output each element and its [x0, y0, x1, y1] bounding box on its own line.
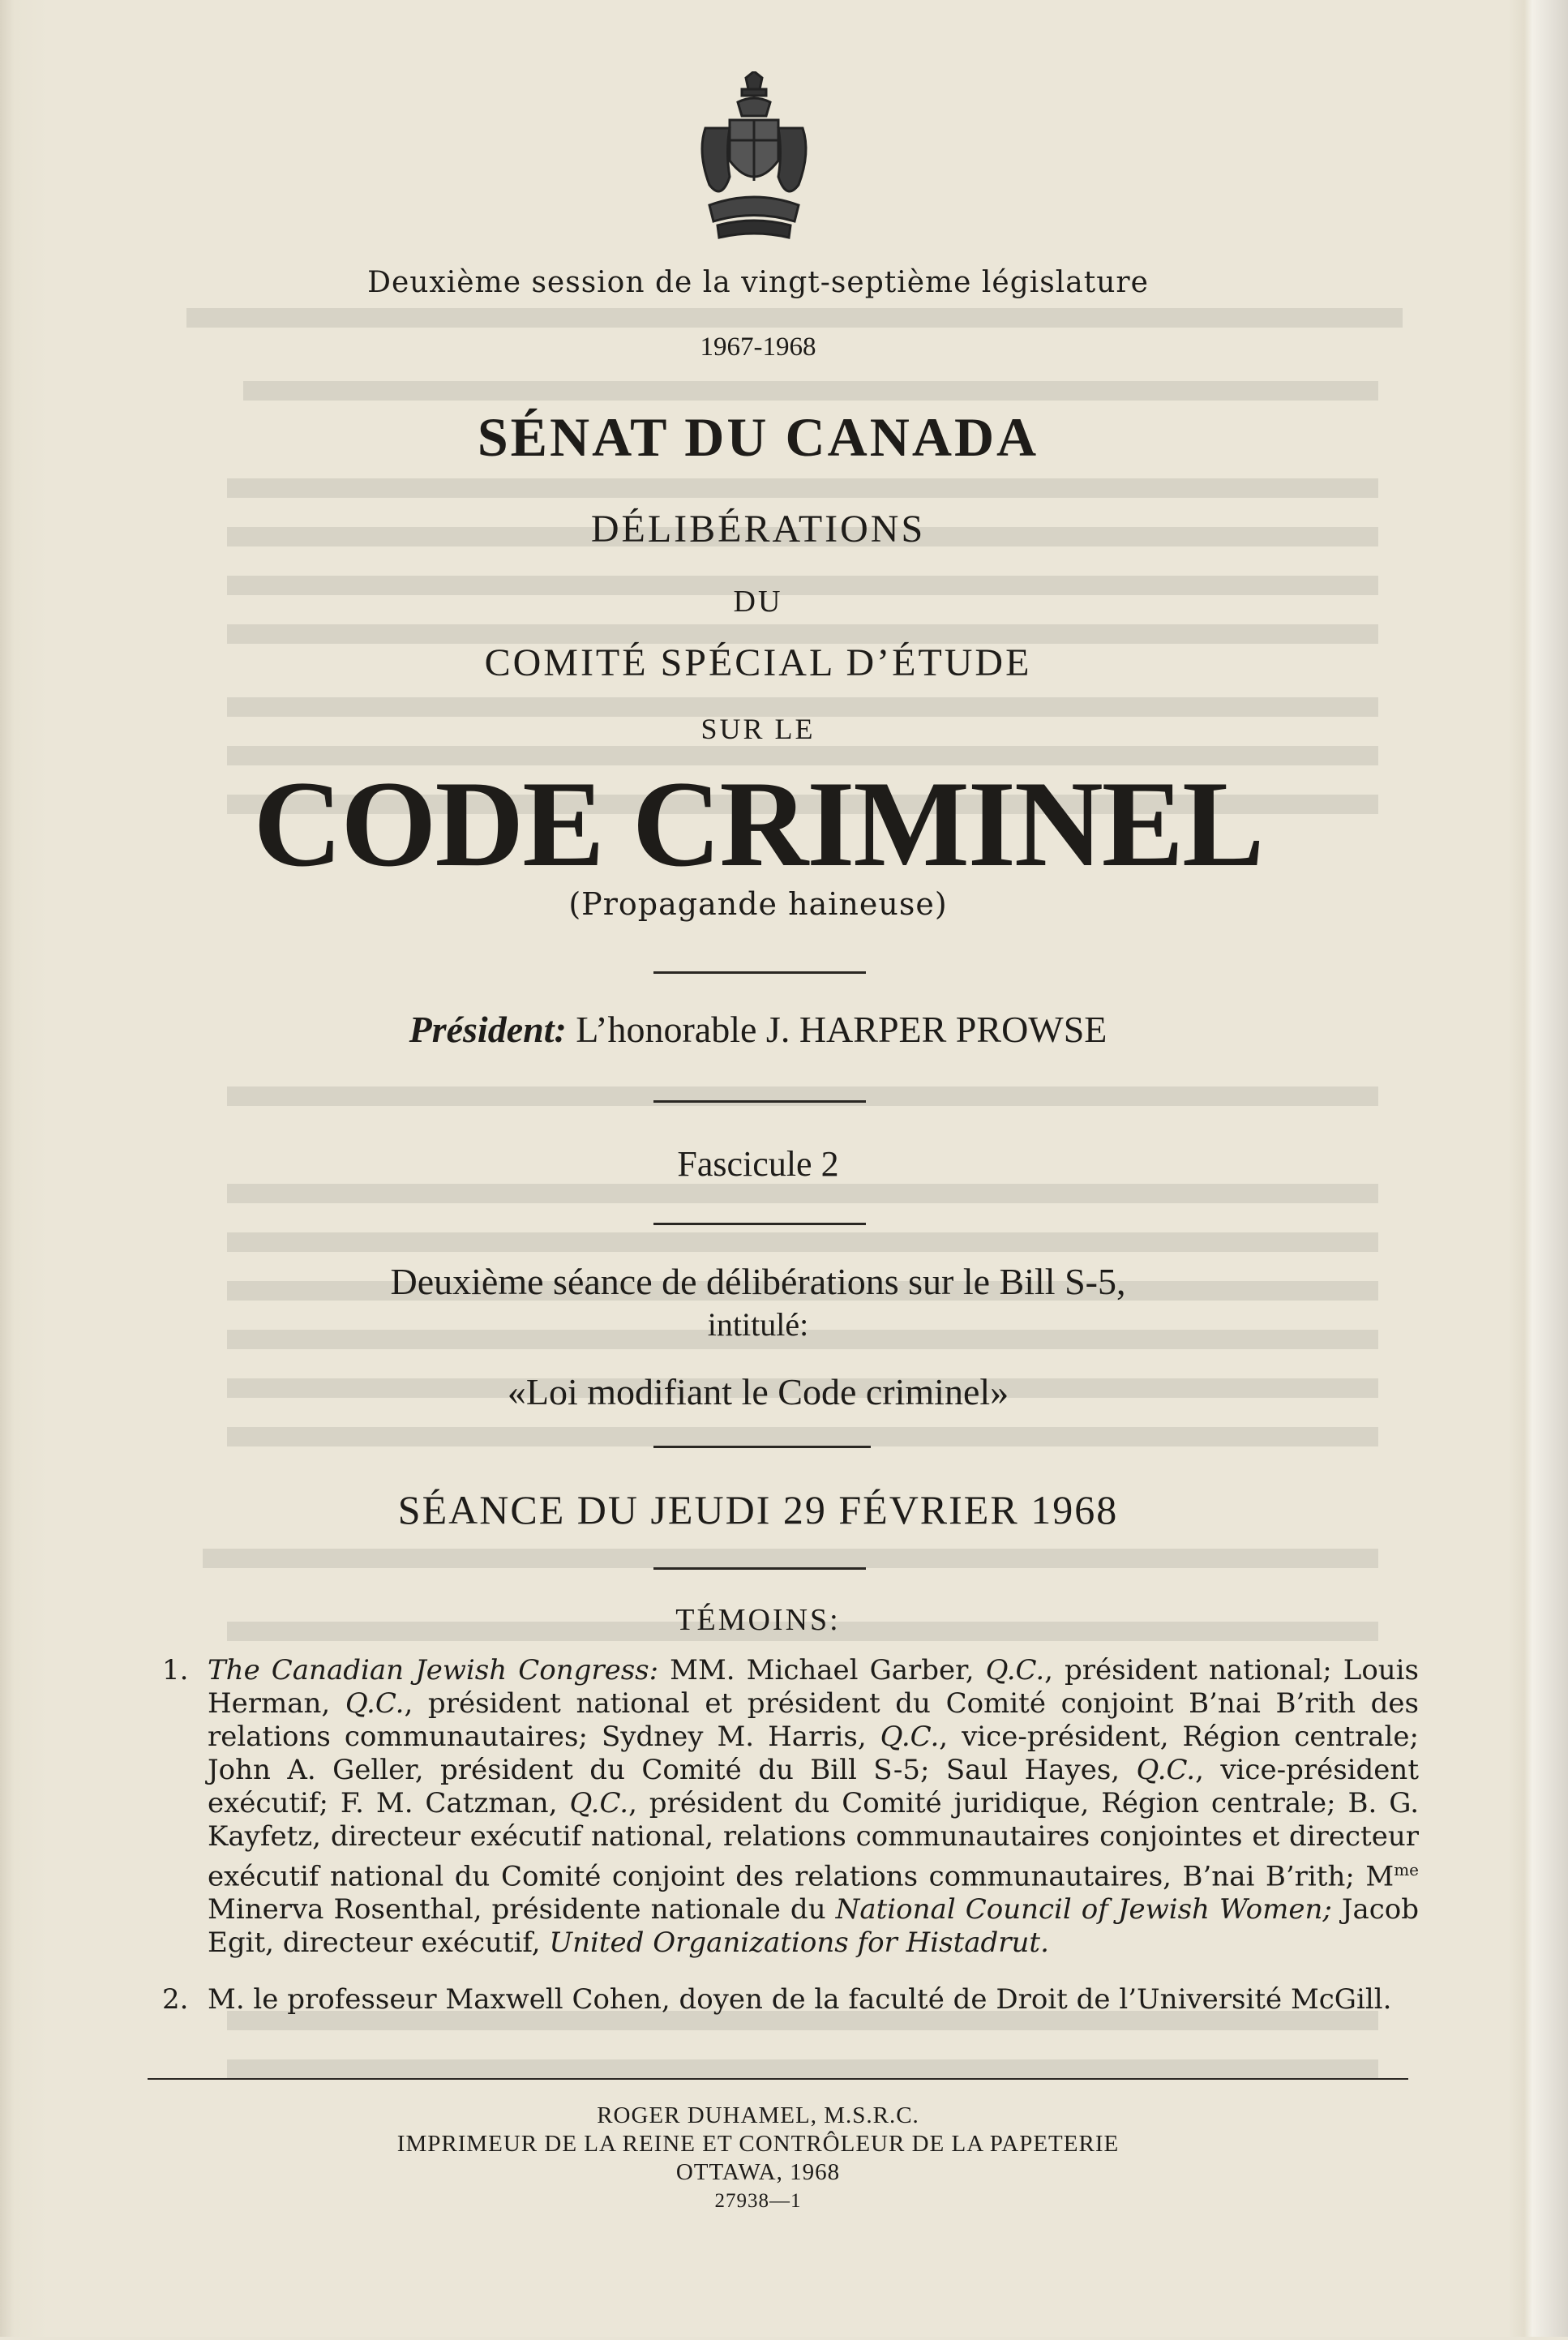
org-name: United Organizations for Histadrut.: [549, 1926, 1049, 1960]
bill-title: «Loi modifiant le Code criminel»: [507, 1371, 1009, 1412]
session-line: Deuxième session de la vingt-septième législature: [367, 266, 1149, 299]
qc-abbr: Q.C.: [569, 1787, 629, 1819]
printer-place: OTTAWA, 1968: [675, 2159, 841, 2185]
divider: [653, 1446, 871, 1448]
witness-text-part: Minerva Rosenthal, présidente nationale du: [208, 1893, 836, 1926]
divider: [653, 971, 866, 974]
divider: [653, 1223, 866, 1225]
senate-title: SÉNAT DU CANADA: [477, 406, 1039, 468]
printer-title: IMPRIMEUR DE LA REINE ET CONTRÔLEUR DE LA PAPETERIE: [396, 2131, 1120, 2157]
du-word: DU: [733, 585, 783, 619]
chair-label: Président:: [409, 1009, 567, 1050]
witness-number: 2.: [162, 1983, 189, 2016]
witness-item: [162, 1983, 1419, 2016]
mme-superscript: me: [1394, 1860, 1419, 1879]
subtitle-propagande: (Propagande haineuse): [568, 886, 948, 922]
witness-item: [162, 1654, 1419, 1960]
witness-text-part: , vice-président exécutif; F. M. Catzman,: [208, 1754, 1419, 1819]
committee-title: COMITÉ SPÉCIAL D’ÉTUDE: [484, 641, 1032, 684]
witnesses-heading: TÉMOINS:: [675, 1603, 841, 1637]
printer-name: ROGER DUHAMEL, M.S.R.C.: [597, 2102, 919, 2128]
witness-org: The Canadian Jewish Congress:: [208, 1654, 659, 1686]
divider: [148, 2078, 1408, 2080]
fascicule-number: Fascicule 2: [677, 1144, 839, 1184]
witness-text-part: Jacob Egit, directeur exécutif,: [208, 1893, 1419, 1960]
divider: [653, 1567, 866, 1570]
qc-abbr: Q.C.: [880, 1721, 940, 1753]
witness-text-part: , vice-président, Région centrale; John A. Geller, président du Comité du Bill S-5; Saul Hayes,: [208, 1721, 1419, 1786]
witness-text-part: , président du Comité juridique, Région centrale; B. G. Kayfetz, directeur exécutif national, relations communautaires conjointes et directeur exécutif national du Comité conjoint des relations communautaires, B’nai B’rith; M: [208, 1787, 1419, 1893]
qc-abbr: Q.C.: [985, 1654, 1045, 1686]
proceedings-heading: DÉLIBÉRATIONS: [590, 508, 926, 551]
entitled-word: intitulé:: [707, 1306, 809, 1343]
chair-line: [0, 1008, 1516, 1051]
chair-name: L’honorable J. HARPER PROWSE: [576, 1009, 1107, 1050]
sitting-line: Deuxième séance de délibérations sur le Bill S-5,: [390, 1261, 1126, 1302]
witness-number: 1.: [162, 1654, 189, 1686]
witness-text-part: , président national et président du Comité conjoint B’nai B’rith des relations communautaires; Sydney M. Harris,: [208, 1687, 1419, 1753]
qc-abbr: Q.C.: [1136, 1754, 1196, 1786]
witness-text: [208, 1654, 1419, 1960]
sur-le-words: SUR LE: [700, 713, 816, 745]
witness-text: M. le professeur Maxwell Cohen, doyen de la faculté de Droit de l’Université McGill.: [208, 1983, 1392, 2016]
print-code: 27938—1: [714, 2190, 802, 2212]
coat-of-arms-of-canada-icon: [693, 71, 815, 246]
divider: [653, 1100, 866, 1103]
qc-abbr: Q.C.: [345, 1687, 405, 1720]
witness-text-part: MM. Michael Garber,: [658, 1654, 986, 1686]
witness-text-part: , président national; Louis Herman,: [208, 1654, 1420, 1720]
code-criminel-title: CODE CRIMINEL: [253, 756, 1263, 892]
session-years: 1967-1968: [700, 332, 816, 362]
sitting-date: SÉANCE DU JEUDI 29 FÉVRIER 1968: [397, 1487, 1119, 1532]
org-name: National Council of Jewish Women;: [835, 1893, 1332, 1926]
